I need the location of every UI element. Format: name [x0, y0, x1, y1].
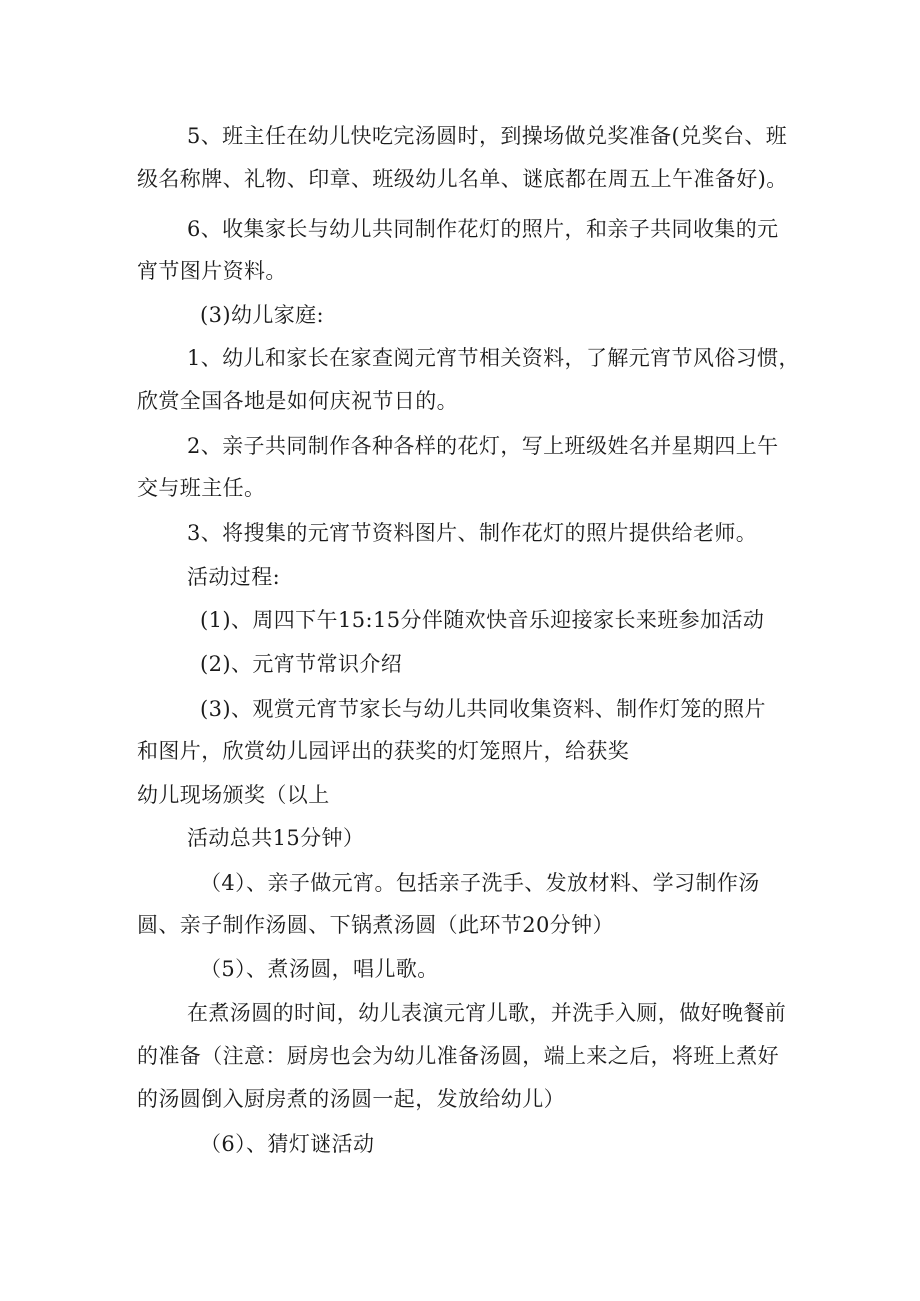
- paragraph-line: 宵节图片资料。: [137, 259, 287, 283]
- paragraph-line: 的准备（注意：厨房也会为幼儿准备汤圆，端上来之后，将班上煮好: [137, 1044, 779, 1068]
- section-heading: (3)幼儿家庭:: [200, 303, 325, 327]
- paragraph-line: 的汤圆倒入厨房煮的汤圆一起，发放给幼儿）: [137, 1087, 565, 1111]
- section-heading: 活动过程:: [187, 565, 281, 589]
- paragraph-line: （6）、猜灯谜活动: [200, 1132, 375, 1156]
- paragraph-line: 活动总共15分钟）: [187, 826, 365, 850]
- paragraph-line: 幼儿现场颁奖（以上: [137, 783, 330, 807]
- paragraph-line: 圆、亲子制作汤圆、下锅煮汤圆（此环节20分钟）: [137, 913, 614, 937]
- paragraph-line: 级名称牌、礼物、印章、班级幼儿名单、谜底都在周五上午准备好)。: [137, 167, 788, 191]
- paragraph-line: 1、幼儿和家长在家查阅元宵节相关资料，了解元宵节风俗习惯，: [187, 346, 800, 370]
- paragraph-line: (2)、元宵节常识介绍: [200, 652, 403, 676]
- paragraph-line: (3)、观赏元宵节家长与幼儿共同收集资料、制作灯笼的照片: [200, 697, 766, 721]
- paragraph-line: (1)、周四下午15:15分伴随欢快音乐迎接家长来班参加活动: [200, 608, 765, 632]
- paragraph-line: 在煮汤圆的时间，幼儿表演元宵儿歌，并洗手入厕，做好晚餐前: [187, 1001, 787, 1025]
- paragraph-line: （5）、煮汤圆，唱儿歌。: [200, 957, 439, 981]
- paragraph-line: 欣赏全国各地是如何庆祝节日的。: [137, 389, 458, 413]
- paragraph-line: （4）、亲子做元宵。包括亲子洗手、发放材料、学习制作汤: [200, 871, 760, 895]
- paragraph-line: 和图片，欣赏幼儿园评出的获奖的灯笼照片，给获奖: [137, 739, 630, 763]
- paragraph-line: 交与班主任。: [137, 476, 266, 500]
- paragraph-line: 3、将搜集的元宵节资料图片、制作花灯的照片提供给老师。: [187, 521, 758, 545]
- paragraph-line: 5、班主任在幼儿快吃完汤圆时，到操场做兑奖准备(兑奖台、班: [187, 124, 788, 148]
- paragraph-line: 6、收集家长与幼儿共同制作花灯的照片，和亲子共同收集的元: [187, 217, 779, 241]
- paragraph-line: 2、亲子共同制作各种各样的花灯，写上班级姓名并星期四上午: [187, 434, 779, 458]
